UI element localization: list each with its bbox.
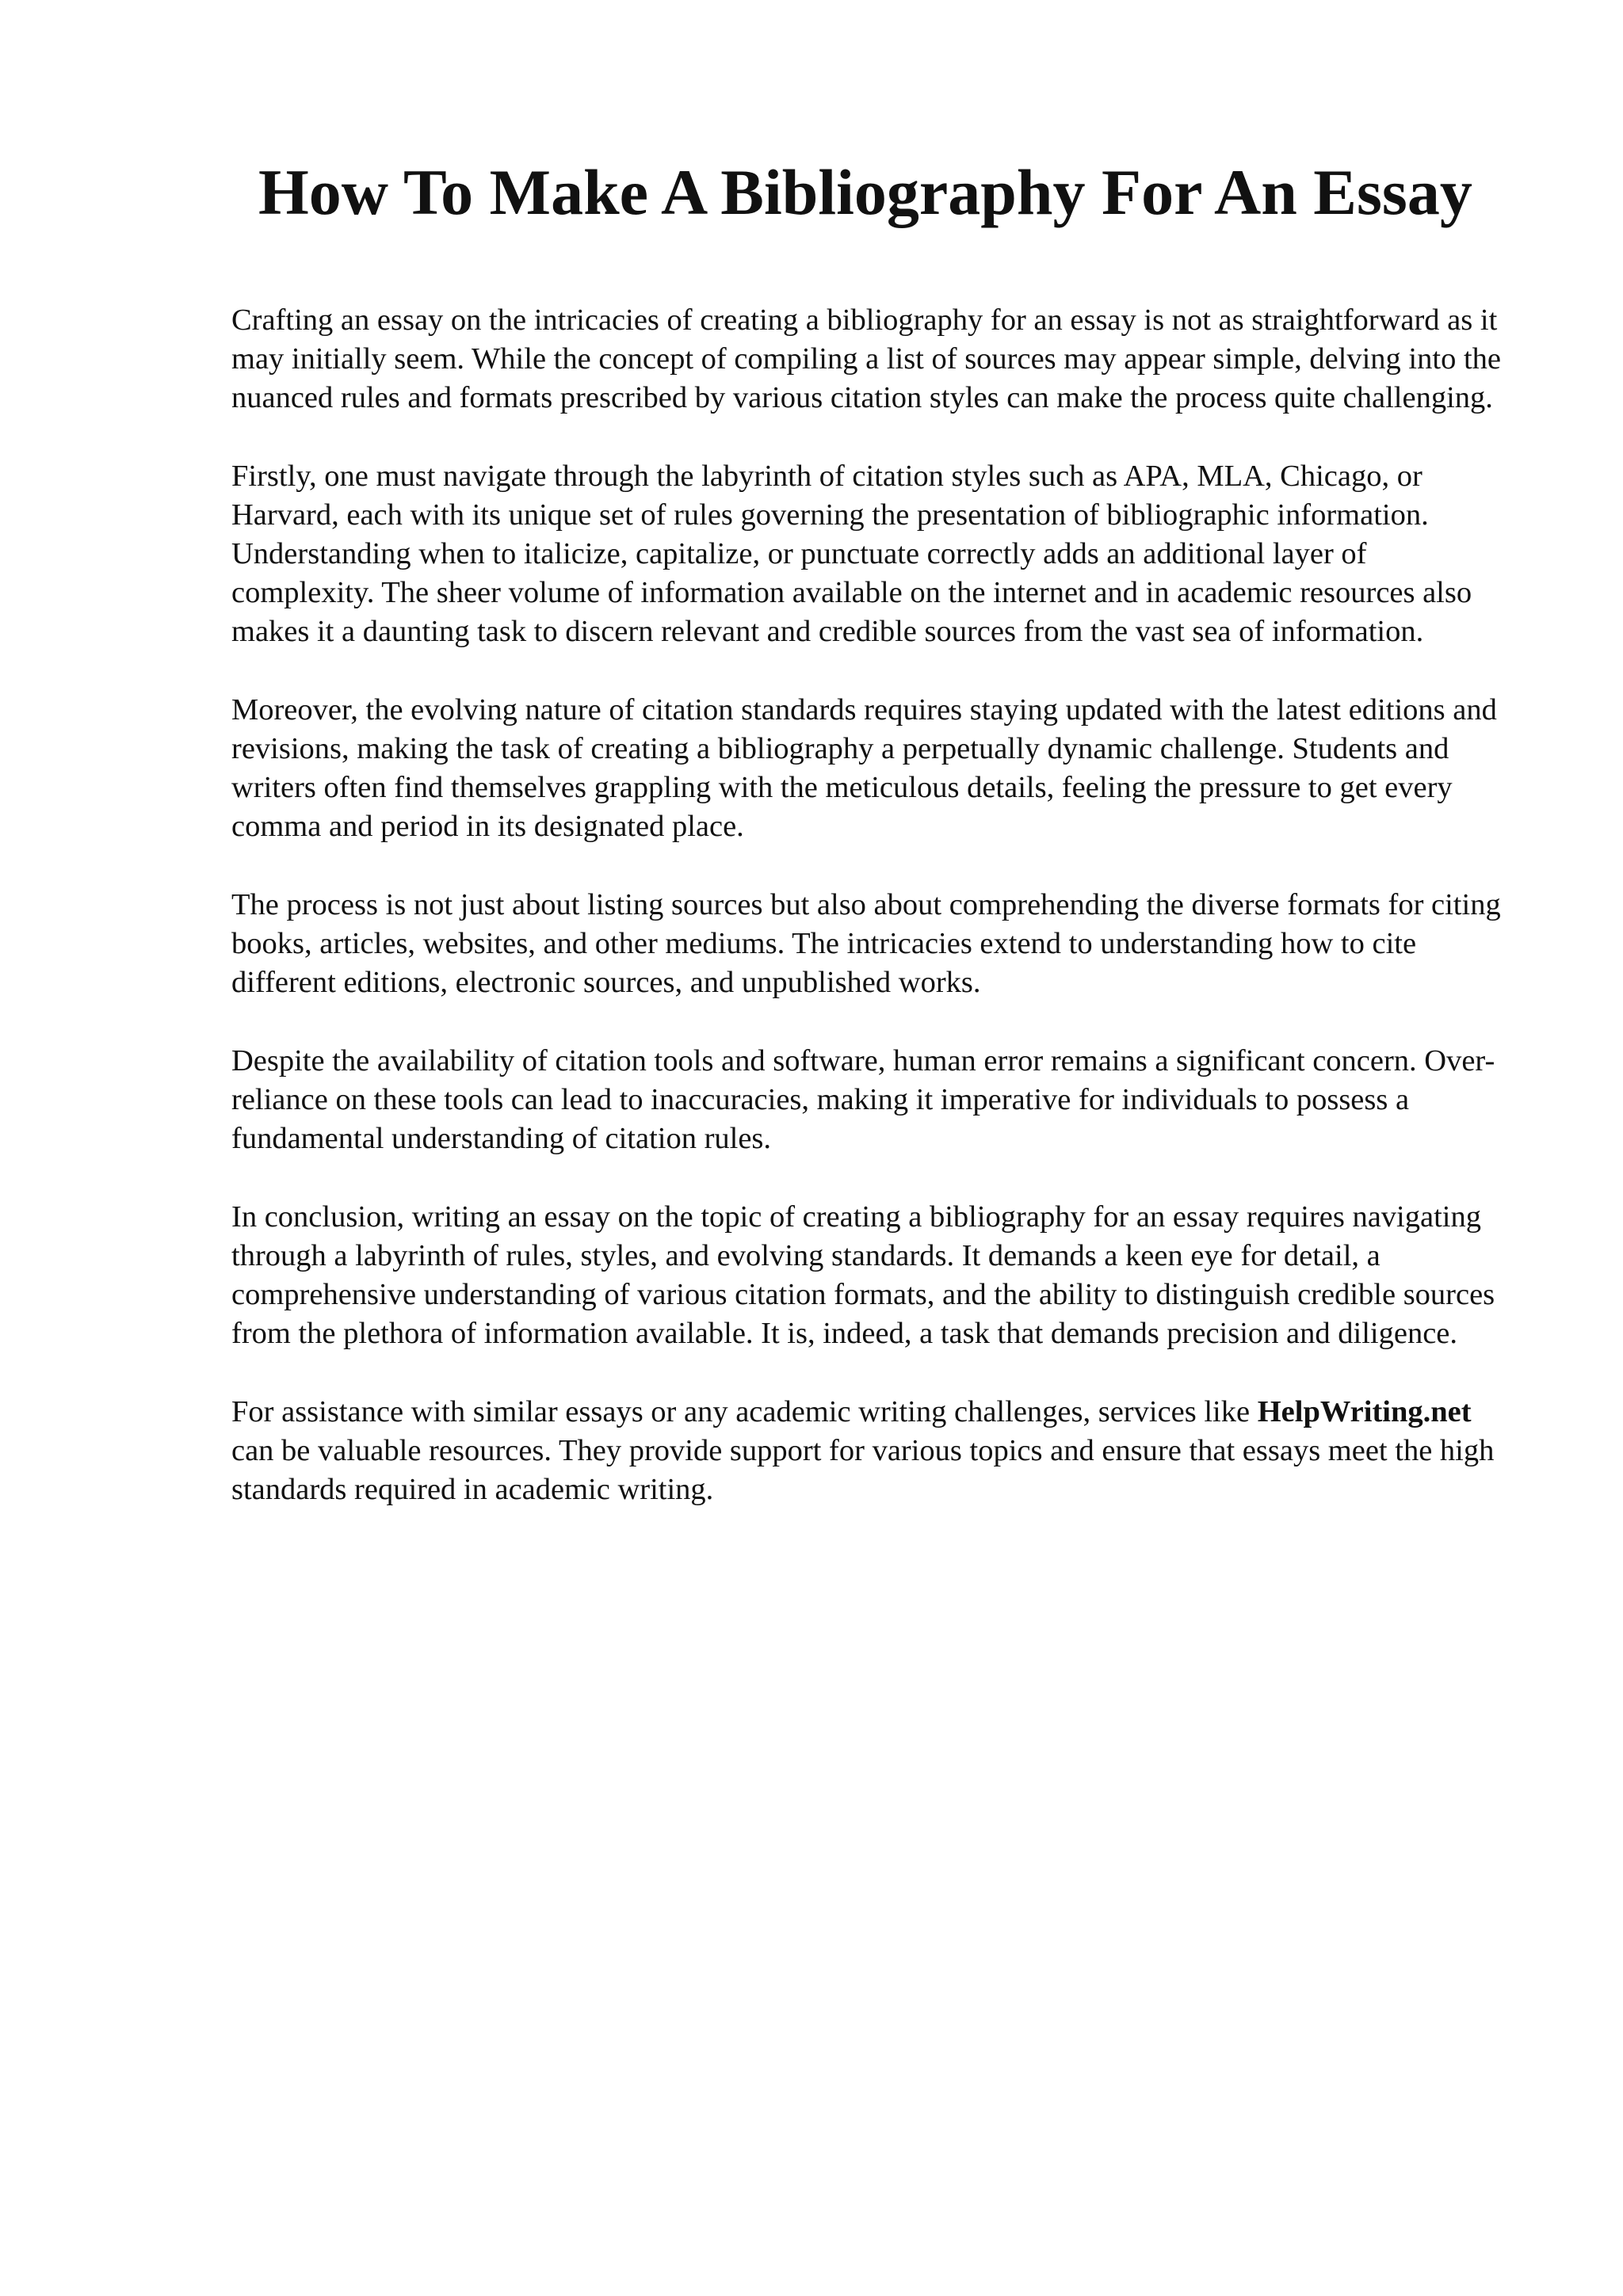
paragraph-evolving-standards: Moreover, the evolving nature of citation standards requires staying updated with the latest editions and revisions, making the task of creating a bibliography a perpetually dynamic challenge. Students and writers often find themselves grappling with the meticulous details, feeling the pressure to get every comma and period in its designated place. (231, 693, 1497, 843)
paragraph-assistance (231, 1393, 1507, 1509)
paragraph-formats: The process is not just about listing sources but also about comprehending the diverse formats for citing books, articles, websites, and other mediums. The intricacies extend to understanding how to cite different editions, electronic sources, and unpublished works. (231, 888, 1501, 999)
assistance-text-end: can be valuable resources. They provide support for various topics and ensure that essays meet the high standards required in academic writing. (231, 1434, 1495, 1506)
helpwriting-link[interactable]: HelpWriting.net (1257, 1395, 1472, 1428)
article-body (231, 301, 1507, 1549)
assistance-text-start: For assistance with similar essays or any academic writing challenges, services like (231, 1395, 1258, 1428)
paragraph-intro: Crafting an essay on the intricacies of creating a bibliography for an essay is not as straightforward as it may initially seem. While the concept of compiling a list of sources may appear simple, delving into the nuanced rules and formats prescribed by various citation styles can make the process quite challenging. (231, 303, 1501, 414)
paragraph-conclusion: In conclusion, writing an essay on the topic of creating a bibliography for an essay requires navigating through a labyrinth of rules, styles, and evolving standards. It demands a keen eye for detail, a comprehensive understanding of various citation formats, and the ability to distinguish credible sources from the plethora of information available. It is, indeed, a task that demands precision and diligence. (231, 1200, 1495, 1350)
paragraph-citation-styles: Firstly, one must navigate through the labyrinth of citation styles such as APA, MLA, Chicago, or Harvard, each with its unique set of rules governing the presentation of bibliographic information. Understanding when to italicize, capitalize, or punctuate correctly adds an additional layer of complexity. The sheer volume of information available on the internet and in academic resources also makes it a daunting task to discern relevant and credible sources from the vast sea of information. (231, 460, 1472, 648)
page-title: How To Make A Bibliography For An Essay (258, 156, 1472, 228)
paragraph-citation-tools: Despite the availability of citation tools and software, human error remains a significant concern. Over-reliance on these tools can lead to inaccuracies, making it imperative for individuals to possess a fundamental understanding of citation rules. (231, 1044, 1495, 1155)
